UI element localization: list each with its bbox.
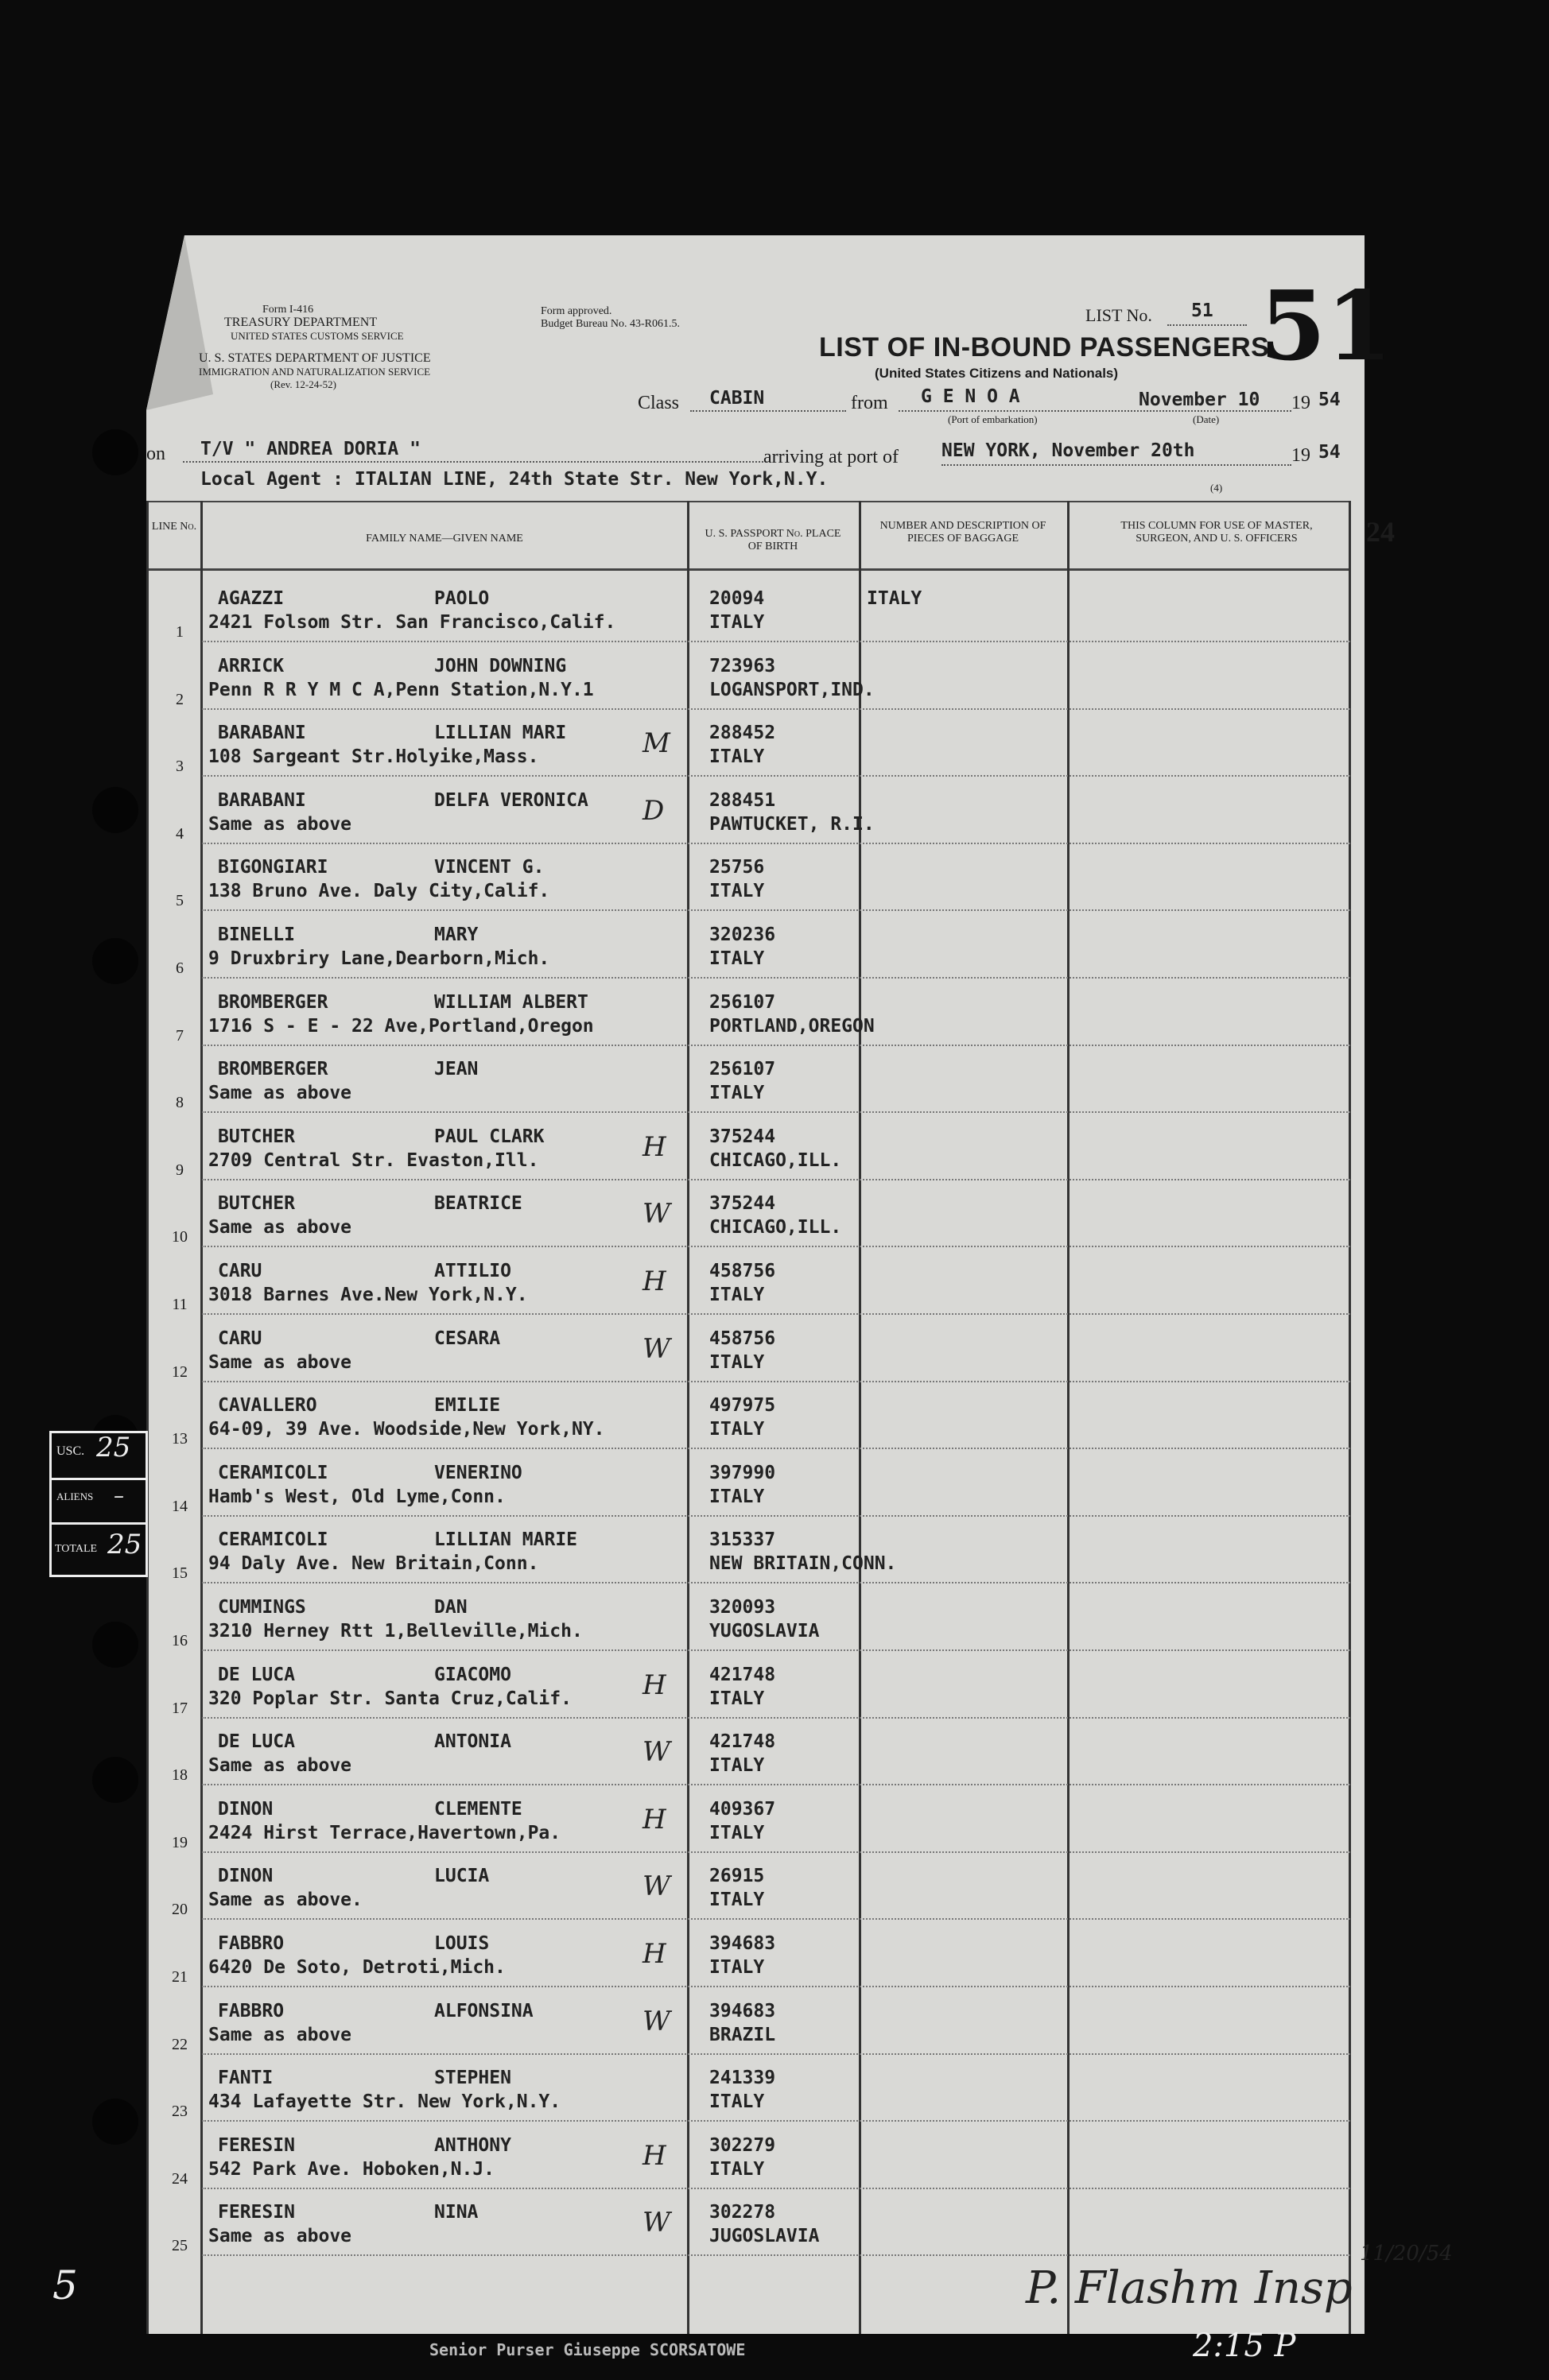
on-label: on bbox=[146, 444, 165, 464]
check-mark: W bbox=[643, 2005, 670, 2037]
passport-number: 288452 bbox=[709, 723, 776, 744]
row-divider bbox=[202, 1313, 1350, 1315]
binder-hole-icon bbox=[92, 1622, 138, 1668]
place-of-birth: PORTLAND,OREGON bbox=[709, 1015, 875, 1037]
row-divider bbox=[202, 1045, 1350, 1046]
usc-value: 25 bbox=[96, 1432, 131, 1463]
given-name: PAUL CLARK bbox=[434, 1126, 545, 1147]
form-approved: Form approved. bbox=[541, 305, 612, 317]
given-name: VENERINO bbox=[434, 1462, 522, 1483]
place-of-birth: ITALY bbox=[709, 1285, 765, 1305]
family-name: BUTCHER bbox=[218, 1193, 295, 1215]
address: 434 Lafayette Str. New York,N.Y. bbox=[208, 2091, 561, 2113]
family-name: CUMMINGS bbox=[218, 1597, 306, 1618]
justice-department: U. S. STATES DEPARTMENT OF JUSTICE bbox=[199, 351, 431, 365]
document-title: LIST OF IN-BOUND PASSENGERS bbox=[819, 332, 1270, 362]
family-name: CERAMICOLI bbox=[218, 1462, 328, 1483]
row-divider bbox=[202, 1784, 1350, 1785]
row-divider bbox=[202, 708, 1350, 710]
immigration-service: IMMIGRATION AND NATURALIZATION SERVICE bbox=[199, 366, 431, 378]
row-divider bbox=[202, 1381, 1350, 1382]
passport-number: 302278 bbox=[709, 2202, 776, 2223]
check-mark: H bbox=[643, 1803, 666, 1835]
passport-number: 458756 bbox=[709, 1328, 776, 1349]
year2-prefix: 19 bbox=[1291, 445, 1310, 466]
passport-number: 256107 bbox=[709, 1059, 776, 1080]
line-number: 6 bbox=[176, 959, 184, 977]
line-number: 21 bbox=[172, 1968, 188, 1986]
family-name: DE LUCA bbox=[218, 1664, 295, 1685]
totale-value: 25 bbox=[107, 1529, 142, 1560]
given-name: JEAN bbox=[434, 1059, 479, 1080]
aliens-label: ALIENS bbox=[56, 1490, 94, 1502]
address: 3018 Barnes Ave.New York,N.Y. bbox=[208, 1285, 528, 1305]
passport-number: 421748 bbox=[709, 1731, 776, 1753]
line-number: 22 bbox=[172, 2035, 188, 2053]
line-number: 7 bbox=[176, 1026, 184, 1045]
arriving-value: NEW YORK, November 20th bbox=[941, 440, 1195, 461]
passport-number: 394683 bbox=[709, 2000, 776, 2021]
passport-number: 723963 bbox=[709, 655, 776, 676]
family-name: FABBRO bbox=[218, 2000, 285, 2021]
table-header-border bbox=[146, 568, 1350, 571]
given-name: LUCIA bbox=[434, 1866, 490, 1887]
given-name: BEATRICE bbox=[434, 1193, 522, 1215]
line-number: 11 bbox=[172, 1296, 188, 1313]
vessel-line bbox=[183, 461, 763, 463]
given-name: MARY bbox=[434, 924, 479, 945]
treasury-department: TREASURY DEPARTMENT bbox=[224, 316, 378, 329]
address: 542 Park Ave. Hoboken,N.J. bbox=[208, 2158, 495, 2180]
family-name: DE LUCA bbox=[218, 1731, 295, 1753]
place-of-birth: CHICAGO,ILL. bbox=[709, 1217, 842, 1238]
line-number: 12 bbox=[172, 1362, 188, 1381]
passport-number: 288451 bbox=[709, 789, 776, 811]
header-marker: (4) bbox=[1210, 482, 1223, 494]
page-number-stamp: 51 bbox=[1260, 270, 1392, 382]
col-border-left bbox=[146, 501, 149, 2334]
row-divider bbox=[202, 641, 1350, 642]
budget-bureau-no: Budget Bureau No. 43-R061.5. bbox=[541, 318, 680, 330]
address: 9 Druxbriry Lane,Dearborn,Mich. bbox=[208, 948, 550, 969]
col-header-officers: THIS COLUMN FOR USE OF MASTER, SURGEON, AND U. S. OFFICERS bbox=[1120, 520, 1313, 545]
place-of-birth: ITALY bbox=[709, 1755, 765, 1777]
from-label: from bbox=[851, 393, 888, 413]
line-number: 8 bbox=[176, 1094, 184, 1112]
passport-number: 320093 bbox=[709, 1597, 776, 1618]
given-name: WILLIAM ALBERT bbox=[434, 991, 588, 1013]
address: 94 Daly Ave. New Britain,Conn. bbox=[208, 1553, 539, 1575]
given-name: CLEMENTE bbox=[434, 1798, 522, 1820]
baggage: ITALY bbox=[867, 588, 922, 609]
place-of-birth: CHICAGO,ILL. bbox=[709, 1149, 842, 1171]
place-of-birth: ITALY bbox=[709, 1083, 765, 1104]
vessel-name: T/V " ANDREA DORIA " bbox=[200, 439, 421, 459]
family-name: CAVALLERO bbox=[218, 1395, 317, 1417]
family-name: CARU bbox=[218, 1261, 262, 1281]
line-number: 19 bbox=[172, 1833, 188, 1851]
check-mark: W bbox=[643, 1198, 670, 1231]
passport-number: 320236 bbox=[709, 924, 776, 945]
address: Same as above bbox=[208, 1755, 352, 1777]
purser-line: Senior Purser Giuseppe SCORSATOWE bbox=[429, 2340, 746, 2359]
given-name: JOHN DOWNING bbox=[434, 655, 567, 676]
given-name: LILLIAN MARI bbox=[434, 723, 567, 744]
check-mark: H bbox=[643, 2139, 666, 2172]
row-divider bbox=[202, 2053, 1350, 2055]
passport-number: 315337 bbox=[709, 1529, 776, 1551]
passport-number: 397990 bbox=[709, 1462, 776, 1483]
inspector-signature: P. Flashm Insp bbox=[1026, 2262, 1353, 2314]
place-of-birth: ITALY bbox=[709, 1822, 765, 1843]
line-number: 16 bbox=[172, 1632, 188, 1649]
check-mark: W bbox=[643, 2207, 670, 2239]
class-label: Class bbox=[638, 393, 680, 413]
check-mark: M bbox=[643, 727, 670, 760]
row-divider bbox=[202, 1582, 1350, 1583]
date-caption: (Date) bbox=[1193, 413, 1220, 425]
check-mark: H bbox=[643, 1266, 666, 1297]
customs-service: UNITED STATES CUSTOMS SERVICE bbox=[231, 330, 404, 342]
given-name: LOUIS bbox=[434, 1933, 490, 1954]
row-divider bbox=[202, 2188, 1350, 2189]
passport-number: 394683 bbox=[709, 1933, 776, 1954]
passport-number: 497975 bbox=[709, 1395, 776, 1417]
passport-number: 25756 bbox=[709, 857, 765, 878]
year2-value: 54 bbox=[1318, 442, 1341, 463]
totale-label: TOTALE bbox=[55, 1543, 98, 1555]
row-divider bbox=[202, 1515, 1350, 1517]
binder-hole-icon bbox=[92, 2099, 138, 2145]
row-divider bbox=[202, 2120, 1350, 2122]
place-of-birth: PAWTUCKET, R.I. bbox=[709, 813, 875, 835]
tally-stamp bbox=[49, 1431, 148, 1577]
place-of-birth: ITALY bbox=[709, 1351, 765, 1373]
check-mark: W bbox=[643, 1736, 670, 1769]
address: 6420 De Soto, Detroti,Mich. bbox=[208, 1957, 506, 1978]
family-name: BARABANI bbox=[218, 789, 306, 811]
binder-hole-icon bbox=[92, 787, 138, 833]
address: 2421 Folsom Str. San Francisco,Calif. bbox=[208, 612, 616, 633]
margin-mark: 5 bbox=[52, 2262, 78, 2308]
line-number: 13 bbox=[172, 1430, 188, 1448]
address: Same as above bbox=[208, 1351, 352, 1373]
line-number: 4 bbox=[176, 824, 184, 843]
place-of-birth: ITALY bbox=[709, 1486, 765, 1507]
address: 2424 Hirst Terrace,Havertown,Pa. bbox=[208, 1822, 561, 1843]
passport-number: 302279 bbox=[709, 2134, 776, 2156]
list-no-label: LIST No. bbox=[1085, 305, 1152, 325]
given-name: GIACOMO bbox=[434, 1664, 511, 1685]
family-name: BROMBERGER bbox=[218, 1059, 328, 1080]
address: 138 Bruno Ave. Daly City,Calif. bbox=[208, 881, 550, 902]
check-mark: H bbox=[643, 1938, 666, 1970]
row-divider bbox=[202, 843, 1350, 844]
given-name: VINCENT G. bbox=[434, 857, 545, 878]
check-mark: W bbox=[643, 1870, 670, 1903]
signature-time: 2:15 P bbox=[1193, 2328, 1296, 2364]
given-name: EMILIE bbox=[434, 1395, 501, 1417]
port-caption: (Port of embarkation) bbox=[948, 413, 1038, 425]
row-divider bbox=[202, 1986, 1350, 1987]
family-name: DINON bbox=[218, 1798, 274, 1820]
given-name: STEPHEN bbox=[434, 2068, 511, 2089]
place-of-birth: ITALY bbox=[709, 746, 765, 768]
binder-hole-icon bbox=[92, 938, 138, 984]
place-of-birth: ITALY bbox=[709, 1688, 765, 1709]
address: Same as above bbox=[208, 2024, 352, 2045]
list-no-line bbox=[1167, 324, 1247, 326]
row-divider bbox=[202, 1717, 1350, 1719]
row-divider bbox=[202, 1918, 1350, 1920]
class-line bbox=[690, 410, 846, 412]
usc-label: USC. bbox=[56, 1444, 85, 1458]
family-name: BARABANI bbox=[218, 723, 306, 744]
place-of-birth: ITALY bbox=[709, 881, 765, 902]
binder-hole-icon bbox=[92, 429, 138, 475]
line-number: 3 bbox=[176, 758, 184, 776]
family-name: BROMBERGER bbox=[218, 991, 328, 1013]
passport-number: 375244 bbox=[709, 1193, 776, 1215]
signature-date: 11/20/54 bbox=[1360, 2242, 1453, 2266]
line-number: 5 bbox=[176, 892, 184, 910]
address: Penn R R Y M C A,Penn Station,N.Y.1 bbox=[208, 679, 594, 700]
address: Same as above bbox=[208, 1083, 352, 1104]
address: 2709 Central Str. Evaston,Ill. bbox=[208, 1149, 539, 1171]
year-value: 54 bbox=[1318, 390, 1341, 410]
address: Same as above bbox=[208, 813, 352, 835]
line-number: 15 bbox=[172, 1564, 188, 1583]
row-divider bbox=[202, 1111, 1350, 1113]
given-name: ANTHONY bbox=[434, 2134, 511, 2156]
address: 64-09, 39 Ave. Woodside,New York,NY. bbox=[208, 1419, 605, 1440]
arriving-line bbox=[941, 464, 1291, 466]
row-divider bbox=[202, 2254, 1350, 2256]
given-name: LILLIAN MARIE bbox=[434, 1529, 578, 1551]
line-number: 17 bbox=[172, 1699, 188, 1717]
row-divider bbox=[202, 775, 1350, 777]
place-of-birth: JUGOSLAVIA bbox=[709, 2226, 820, 2247]
family-name: CARU bbox=[218, 1328, 262, 1349]
local-agent: Local Agent : ITALIAN LINE, 24th State Str. New York,N.Y. bbox=[200, 469, 829, 490]
stamp-divider bbox=[52, 1522, 146, 1525]
embark-line bbox=[899, 410, 1291, 412]
line-number: 10 bbox=[172, 1228, 188, 1246]
binder-hole-icon bbox=[92, 1757, 138, 1803]
passport-number: 421748 bbox=[709, 1664, 776, 1685]
address: Same as above bbox=[208, 1217, 352, 1238]
place-of-birth: ITALY bbox=[709, 1419, 765, 1440]
form-revision: (Rev. 12-24-52) bbox=[270, 378, 336, 390]
address: 108 Sargeant Str.Holyike,Mass. bbox=[208, 746, 539, 768]
line-number: 1 bbox=[176, 623, 184, 641]
list-no-value: 51 bbox=[1191, 300, 1213, 321]
given-name: CESARA bbox=[434, 1328, 501, 1349]
place-of-birth: ITALY bbox=[709, 2091, 765, 2113]
place-of-birth: ITALY bbox=[709, 1957, 765, 1978]
sheet-number: 24 bbox=[1366, 516, 1395, 548]
col-header-passport: U. S. PASSPORT No. PLACE OF BIRTH bbox=[705, 528, 841, 552]
given-name: DELFA VERONICA bbox=[434, 789, 588, 811]
address: Same as above. bbox=[208, 1890, 363, 1911]
place-of-birth: BRAZIL bbox=[709, 2024, 776, 2045]
arriving-label: arriving at port of bbox=[763, 447, 899, 467]
from-value: G E N O A bbox=[921, 386, 1020, 407]
family-name: ARRICK bbox=[218, 655, 285, 676]
place-of-birth: ITALY bbox=[709, 612, 765, 633]
row-divider bbox=[202, 977, 1350, 979]
given-name: ATTILIO bbox=[434, 1261, 511, 1281]
line-number: 23 bbox=[172, 2103, 188, 2121]
year-prefix: 19 bbox=[1291, 393, 1310, 413]
passport-number: 409367 bbox=[709, 1798, 776, 1820]
family-name: AGAZZI bbox=[218, 588, 285, 609]
check-mark: D bbox=[643, 794, 665, 827]
col-header-name: FAMILY NAME—GIVEN NAME bbox=[366, 533, 523, 545]
address: Same as above bbox=[208, 2226, 352, 2247]
place-of-birth: ITALY bbox=[709, 1890, 765, 1911]
check-mark: W bbox=[643, 1332, 670, 1365]
passport-number: 20094 bbox=[709, 588, 765, 609]
family-name: BIGONGIARI bbox=[218, 857, 328, 878]
line-number: 14 bbox=[172, 1497, 188, 1515]
form-number: Form I-416 bbox=[262, 304, 314, 316]
row-divider bbox=[202, 1179, 1350, 1180]
col-header-line: LINE No. bbox=[151, 521, 197, 533]
family-name: FANTI bbox=[218, 2068, 274, 2089]
row-divider bbox=[202, 1246, 1350, 1247]
family-name: FERESIN bbox=[218, 2134, 295, 2156]
line-number: 20 bbox=[172, 1901, 188, 1919]
given-name: NINA bbox=[434, 2202, 479, 2223]
line-number: 25 bbox=[172, 2237, 188, 2255]
row-divider bbox=[202, 1448, 1350, 1449]
row-divider bbox=[202, 909, 1350, 911]
family-name: CERAMICOLI bbox=[218, 1529, 328, 1551]
address: 3210 Herney Rtt 1,Belleville,Mich. bbox=[208, 1621, 583, 1642]
address: Hamb's West, Old Lyme,Conn. bbox=[208, 1486, 506, 1507]
place-of-birth: ITALY bbox=[709, 2158, 765, 2180]
address: 1716 S - E - 22 Ave,Portland,Oregon bbox=[208, 1015, 594, 1037]
passport-number: 26915 bbox=[709, 1866, 765, 1887]
family-name: FABBRO bbox=[218, 1933, 285, 1954]
col-header-baggage: NUMBER AND DESCRIPTION OF PIECES OF BAGGAGE bbox=[879, 520, 1046, 545]
embark-date: November 10 bbox=[1139, 390, 1260, 410]
place-of-birth: NEW BRITAIN,CONN. bbox=[709, 1553, 897, 1575]
family-name: BINELLI bbox=[218, 924, 295, 945]
stamp-divider bbox=[52, 1478, 146, 1480]
place-of-birth: LOGANSPORT,IND. bbox=[709, 679, 875, 700]
row-divider bbox=[202, 1851, 1350, 1853]
family-name: DINON bbox=[218, 1866, 274, 1887]
family-name: BUTCHER bbox=[218, 1126, 295, 1147]
aliens-value: – bbox=[114, 1484, 124, 1508]
table-top-border bbox=[146, 501, 1350, 502]
row-divider bbox=[202, 1649, 1350, 1651]
line-number: 9 bbox=[176, 1161, 184, 1179]
given-name: DAN bbox=[434, 1597, 468, 1618]
line-number: 2 bbox=[176, 690, 184, 708]
place-of-birth: ITALY bbox=[709, 948, 765, 969]
given-name: ANTONIA bbox=[434, 1731, 511, 1753]
place-of-birth: YUGOSLAVIA bbox=[709, 1621, 820, 1642]
check-mark: H bbox=[643, 1130, 666, 1163]
address: 320 Poplar Str. Santa Cruz,Calif. bbox=[208, 1688, 572, 1709]
passport-number: 256107 bbox=[709, 991, 776, 1013]
passport-number: 241339 bbox=[709, 2068, 776, 2089]
line-number: 24 bbox=[172, 2169, 188, 2188]
given-name: ALFONSINA bbox=[434, 2000, 534, 2021]
class-value: CABIN bbox=[709, 388, 765, 409]
line-number: 18 bbox=[172, 1766, 188, 1785]
check-mark: H bbox=[643, 1669, 666, 1701]
passport-number: 375244 bbox=[709, 1126, 776, 1147]
family-name: FERESIN bbox=[218, 2202, 295, 2223]
document-subtitle: (United States Citizens and Nationals) bbox=[875, 366, 1119, 381]
passport-number: 458756 bbox=[709, 1261, 776, 1281]
given-name: PAOLO bbox=[434, 588, 490, 609]
